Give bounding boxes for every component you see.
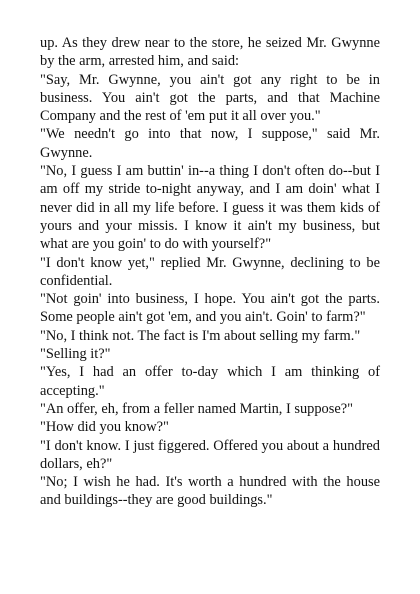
paragraph: "No, I guess I am buttin' in--a thing I don't often do--but I am off my stride to-night anyway, and I am doin' what I never did in all my life before. I guess it was them kids of yours and your missis. I know it ain't my business, but what are you goin' to do with yourself?" — [40, 163, 380, 253]
paragraph: "No, I think not. The fact is I'm about selling my farm." — [40, 327, 361, 344]
page-text — [40, 34, 380, 510]
paragraph: "An offer, eh, from a feller named Martin, I suppose?" — [40, 400, 354, 417]
paragraph: "Say, Mr. Gwynne, you ain't got any right to be in business. You ain't got the parts, and that Machine Company and the rest of 'em put it all over you." — [40, 71, 380, 125]
paragraph: "I don't know yet," replied Mr. Gwynne, declining to be confidential. — [40, 254, 380, 289]
paragraph: "Selling it?" — [40, 346, 111, 363]
paragraph: "No; I wish he had. It's worth a hundred with the house and buildings--they are good buildings." — [40, 474, 380, 509]
paragraph: up. As they drew near to the store, he seized Mr. Gwynne by the arm, arrested him, and said: — [40, 35, 380, 70]
paragraph: "How did you know?" — [40, 419, 169, 436]
paragraph: "We needn't go into that now, I suppose," said Mr. Gwynne. — [40, 126, 380, 161]
paragraph: "Yes, I had an offer to-day which I am thinking of accepting." — [40, 364, 380, 399]
paragraph: "Not goin' into business, I hope. You ain't got the parts. Some people ain't got 'em, and you ain't. Goin' to farm?" — [40, 291, 380, 326]
paragraph: "I don't know. I just figgered. Offered you about a hundred dollars, eh?" — [40, 437, 380, 472]
